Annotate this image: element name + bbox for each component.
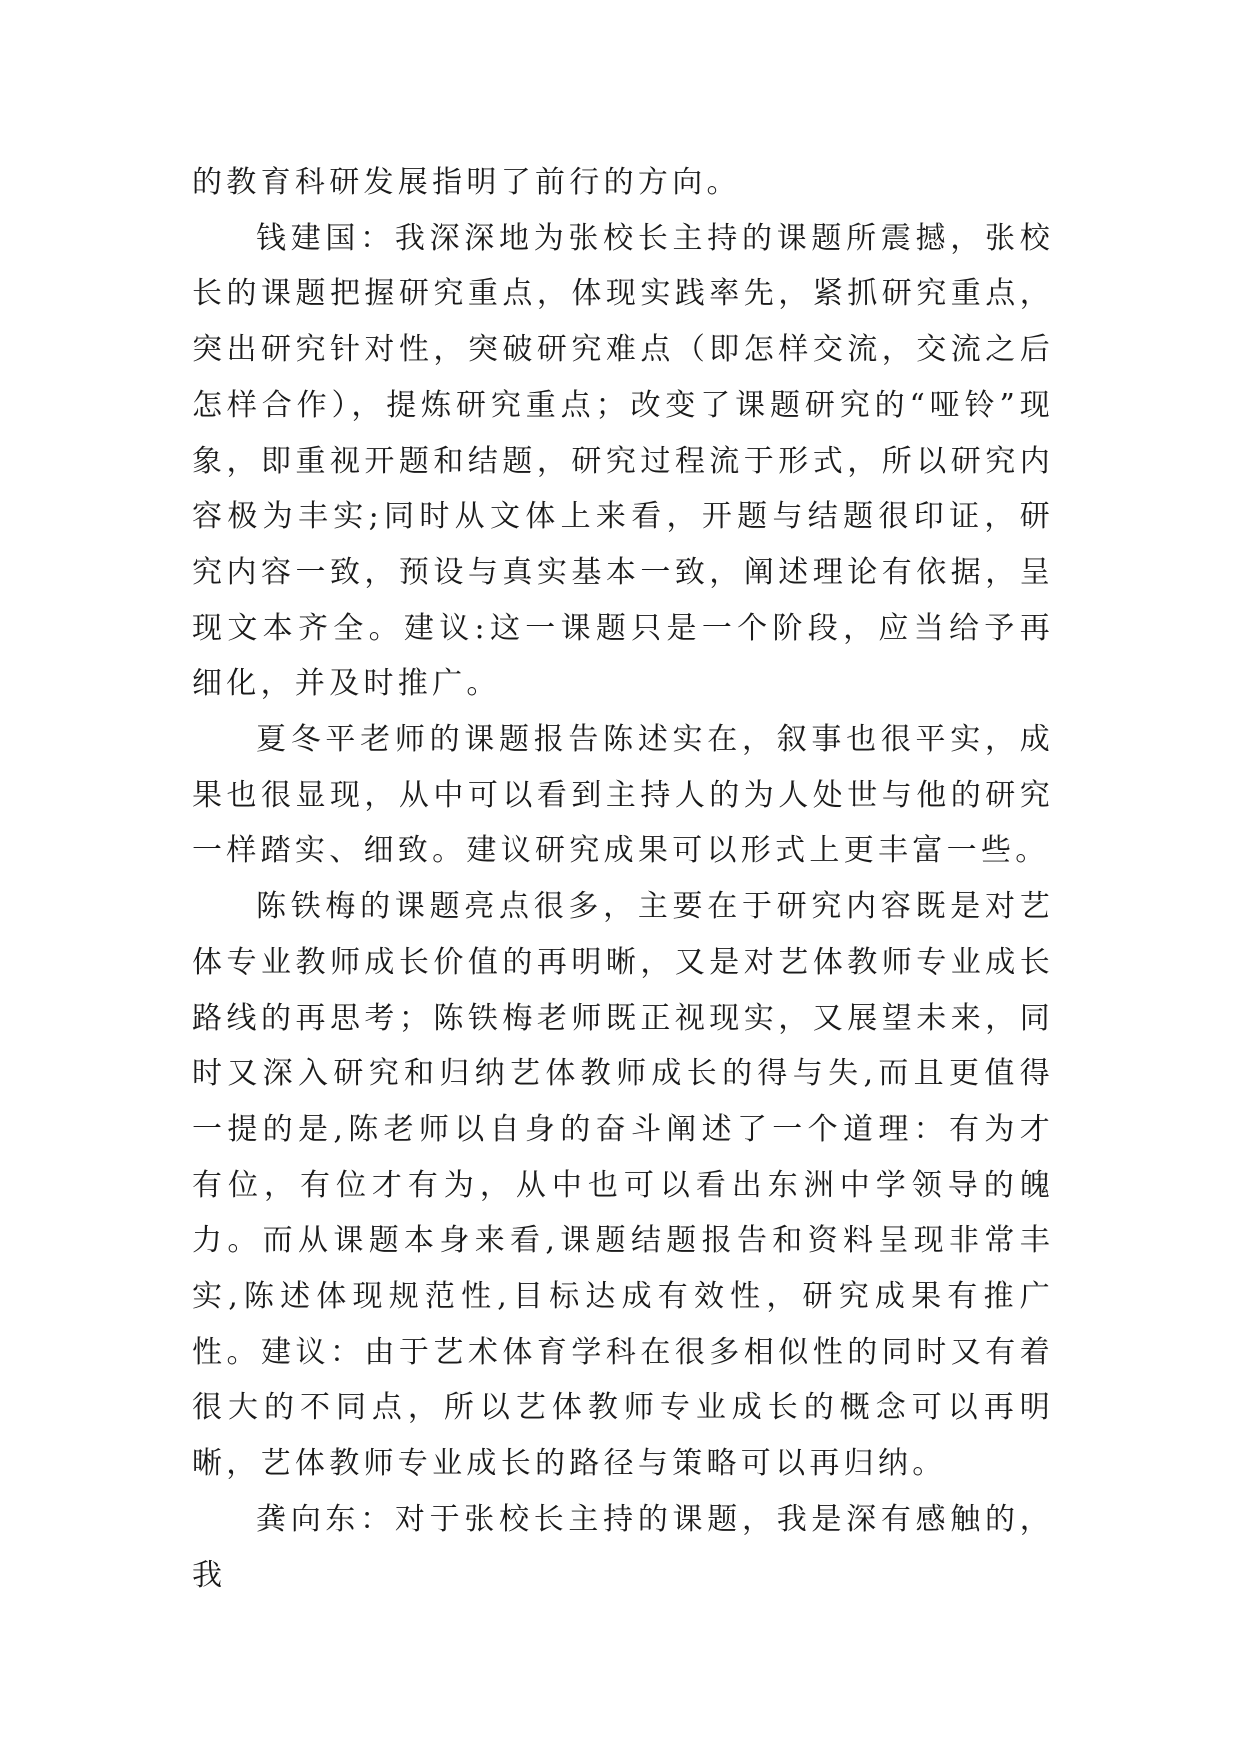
paragraph-gong-xiangdong: 龚向东：对于张校长主持的课题，我是深有感触的，我 — [192, 1501, 1054, 1593]
paragraph-chen-tiemei: 陈铁梅的课题亮点很多，主要在于研究内容既是对艺体专业教师成长价值的再明晰，又是对艺体教师专业成长路线的再思考；陈铁梅老师既正视现实，又展望未来，同时又深入研究和归纳艺体教师成长的得与失,而且更值得一提的是,陈老师以自身的奋斗阐述了一个道理：有为才有位，有位才有为，从中也可以看出东洲中学领导的魄力。而从课题本身来看,课题结题报告和资料呈现非常丰实,陈述体现规范性,目标达成有效性，研究成果有推广性。建议：由于艺术体育学科在很多相似性的同时又有着很大的不同点，所以艺体教师专业成长的概念可以再明晰，艺体教师专业成长的路径与策略可以再归纳。 — [192, 889, 1054, 1482]
document-body — [192, 155, 1054, 1603]
paragraph-xia-dongping: 夏冬平老师的课题报告陈述实在，叙事也很平实，成果也很显现，从中可以看到主持人的为人处世与他的研究一样踏实、细致。建议研究成果可以形式上更丰富一些。 — [192, 722, 1054, 869]
paragraph-continuation: 的教育科研发展指明了前行的方向。 — [192, 165, 741, 200]
paragraph-qian-jianguo: 钱建国：我深深地为张校长主持的课题所震撼，张校长的课题把握研究重点，体现实践率先，紧抓研究重点，突出研究针对性，突破研究难点（即怎样交流，交流之后怎样合作），提炼研究重点；改变了课题研究的“哑铃”现象，即重视开题和结题，研究过程流于形式，所以研究内容极为丰实;同时从文体上来看，开题与结题很印证，研究内容一致，预设与真实基本一致，阐述理论有依据，呈现文本齐全。建议:这一课题只是一个阶段，应当给予再细化，并及时推广。 — [192, 220, 1054, 702]
